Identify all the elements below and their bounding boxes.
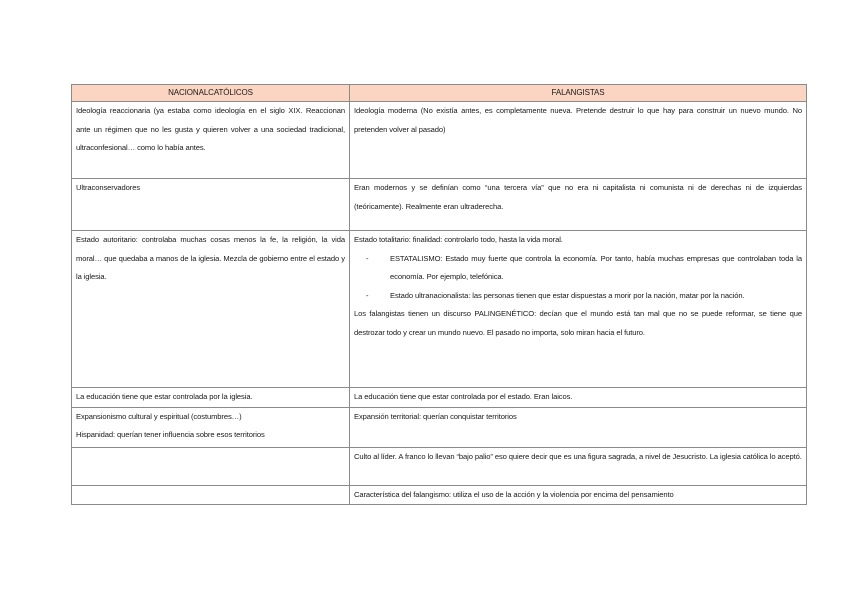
cell-right: Eran modernos y se definían como “una tercera vía” que no era ni capitalista ni comunista ni de derechas ni de izquierdas (teóricamente). Realmente eran ultraderecha. [350,179,807,231]
header-row [72,85,807,102]
bullet-item [354,250,802,287]
table-row [72,407,807,447]
cell-right [350,231,807,388]
cell-right: Expansión territorial: querían conquistar territorios [350,407,807,447]
bullet-text: ESTATALISMO: Estado muy fuerte que controla la economía. Por tanto, había muchas empresas que controlaban toda la economía. Por ejemplo, telefónica. [390,253,802,281]
cell-line: Hispanidad: querían tener influencia sobre esos territorios [76,430,265,439]
cell-left [72,407,350,447]
bullet-text: Estado ultranacionalista: las personas tienen que estar dispuestas a morir por la nación, matar por la nación. [390,290,745,300]
cell-right: Ideología moderna (No existía antes, es completamente nueva. Pretende destruir lo que hay para construir un nuevo mundo. No pretenden volver al pasado) [350,102,807,179]
palingenetic-paragraph: Los falangistas tienen un discurso PALINGENÉTICO: decían que el mundo está tan mal que no se puede reformar, se tiene que destrozar todo y crear un mundo nuevo. El pasado no importa, solo miran hacia el futuro. [354,309,802,337]
cell-left [72,447,350,485]
cell-right: Culto al líder. A franco lo llevan “bajo palio” eso quiere decir que es una figura sagrada, a nivel de Jesucristo. La iglesia católica lo aceptó. [350,447,807,485]
bullet-item [354,287,802,306]
table-row [72,179,807,231]
table-row [72,102,807,179]
cell-right: La educación tiene que estar controlada por el estado. Eran laicos. [350,388,807,408]
cell-left: Ideología reaccionaria (ya estaba como ideología en el siglo XIX. Reaccionan ante un régimen que no les gusta y quieren volver a una sociedad tradicional, ultraconfesional… como lo había antes. [72,102,350,179]
header-falangistas: FALANGISTAS [350,85,807,102]
cell-right: Característica del falangismo: utiliza el uso de la acción y la violencia por encima del pensamiento [350,485,807,505]
header-nacionalcatolicos: NACIONALCATÓLICOS [72,85,350,102]
cell-left: La educación tiene que estar controlada por la iglesia. [72,388,350,408]
table-row [72,231,807,388]
cell-left: Ultraconservadores [72,179,350,231]
table-row [72,447,807,485]
cell-left: Estado autoritario: controlaba muchas cosas menos la fe, la religión, la vida moral… que quedaba a manos de la iglesia. Mezcla de gobierno entre el estado y la iglesia. [72,231,350,388]
comparison-table [71,84,807,505]
table-row [72,388,807,408]
totalitarian-intro: Estado totalitario: finalidad: controlarlo todo, hasta la vida moral. [354,235,563,244]
table-row [72,485,807,505]
bullet-dash: - [366,290,369,300]
cell-left [72,485,350,505]
bullet-dash: - [366,253,369,263]
cell-line: Expansionismo cultural y espiritual (costumbres…) [76,411,242,421]
